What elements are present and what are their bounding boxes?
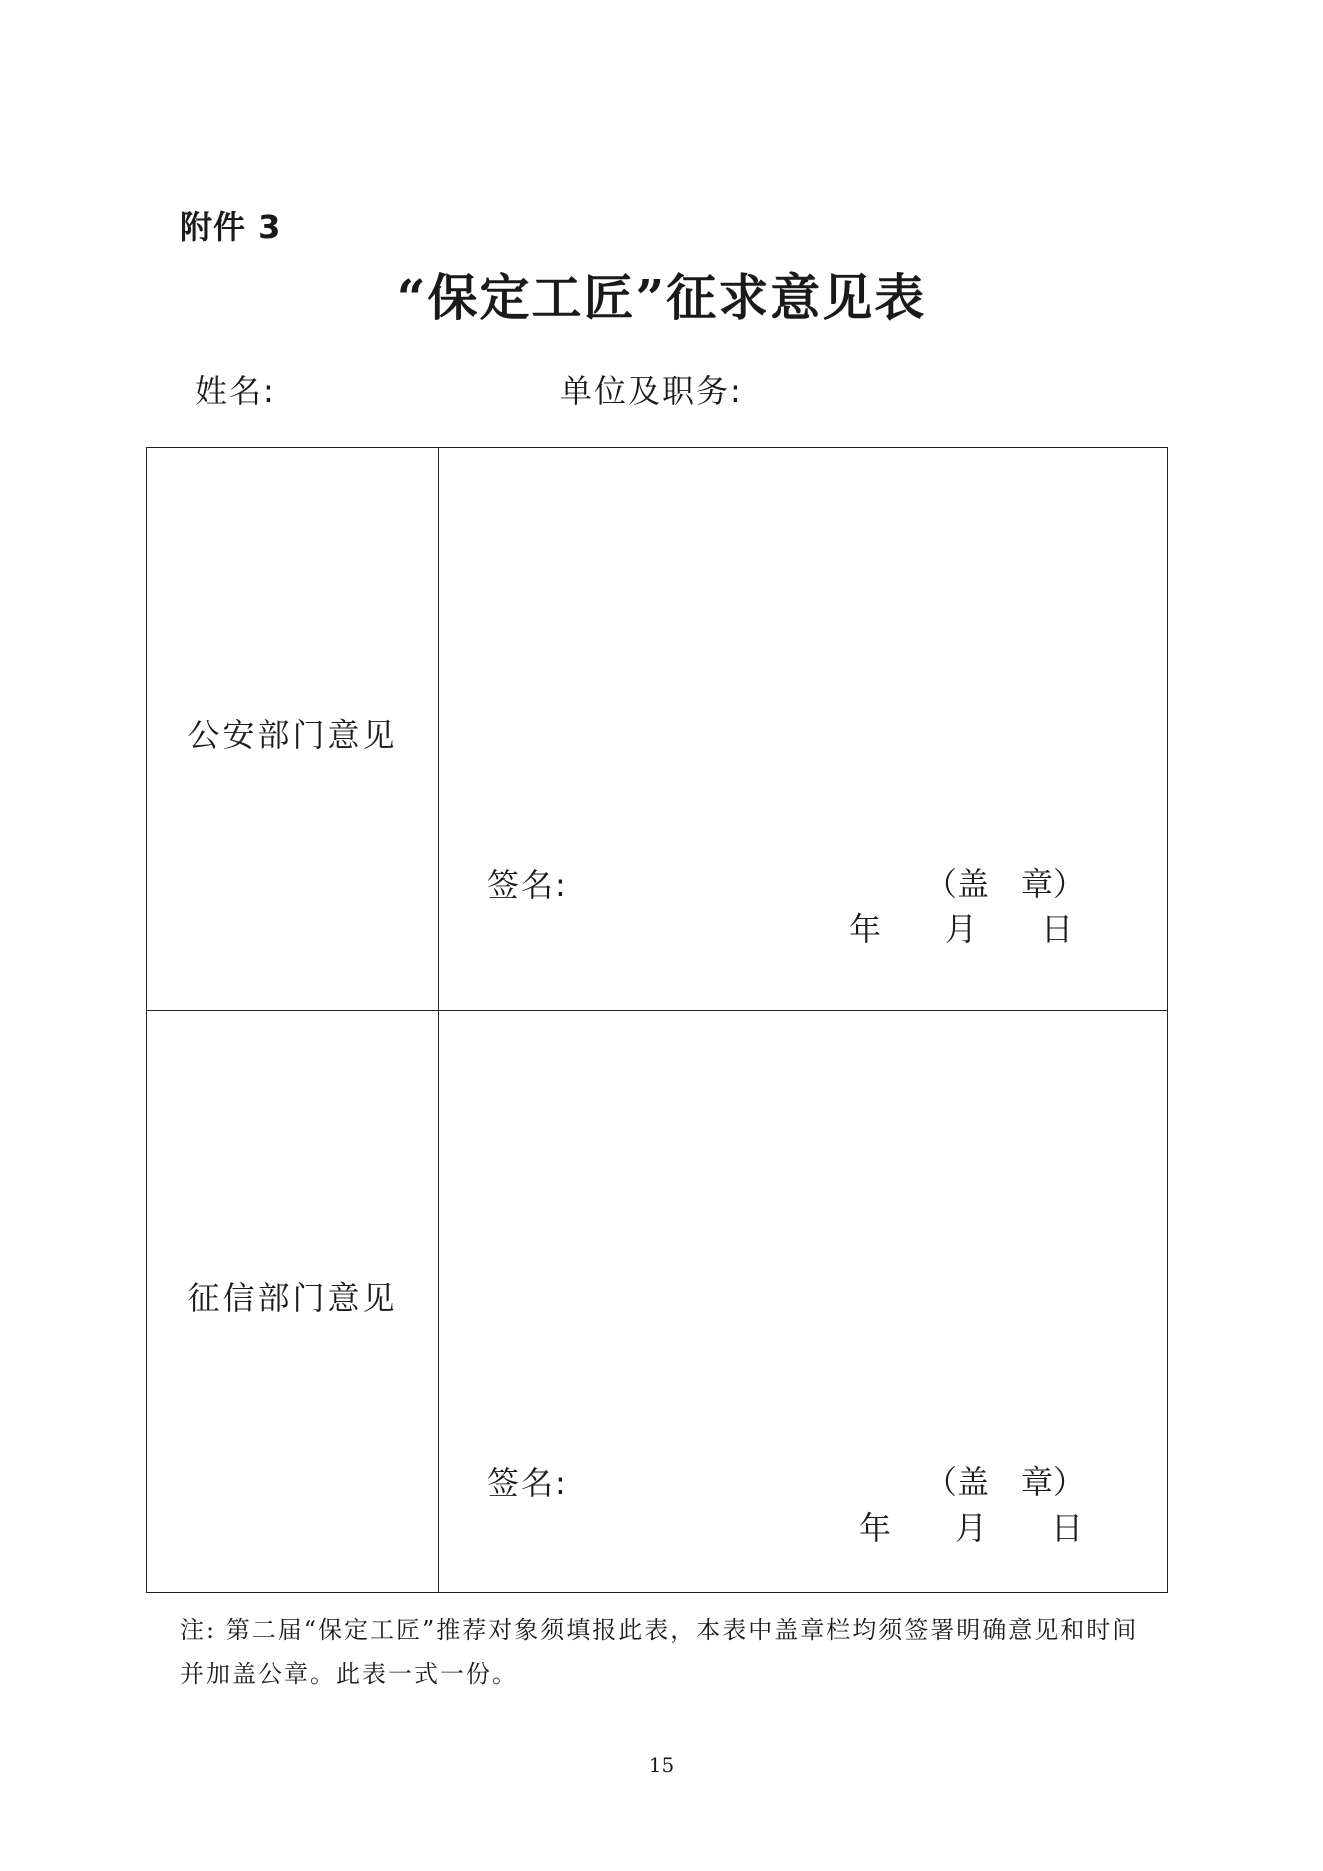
opinion-table — [146, 447, 1168, 1593]
table-row-credit — [147, 1011, 1167, 1592]
date-label: 年 月 日 — [859, 1509, 1084, 1547]
signature-label: 签名: — [487, 1464, 568, 1502]
form-title: “保定工匠”征求意见表 — [396, 268, 927, 327]
credit-opinion-label: 征信部门意见 — [187, 1279, 398, 1317]
credit-opinion-field[interactable] — [439, 1011, 1167, 1592]
footnote: 注: 第二届“保定工匠”推荐对象须填报此表，本表中盖章栏均须签署明确意见和时间并加盖公章。此表一式一份。 — [180, 1616, 1139, 1688]
date-label: 年 月 日 — [849, 910, 1074, 948]
section-label-cell — [147, 448, 439, 1010]
seal-label: （盖 章） — [925, 865, 1086, 903]
public-security-opinion-field[interactable] — [439, 448, 1167, 1010]
table-row-public-security — [147, 448, 1167, 1011]
unit-position-field-label: 单位及职务: — [560, 372, 743, 410]
signature-label: 签名: — [487, 866, 568, 904]
public-security-opinion-label: 公安部门意见 — [187, 716, 398, 754]
seal-label: （盖 章） — [925, 1463, 1086, 1501]
attachment-label: 附件 3 — [180, 208, 282, 246]
name-field-label: 姓名: — [195, 372, 276, 410]
section-label-cell — [147, 1011, 439, 1592]
page-number: 15 — [648, 1753, 675, 1777]
